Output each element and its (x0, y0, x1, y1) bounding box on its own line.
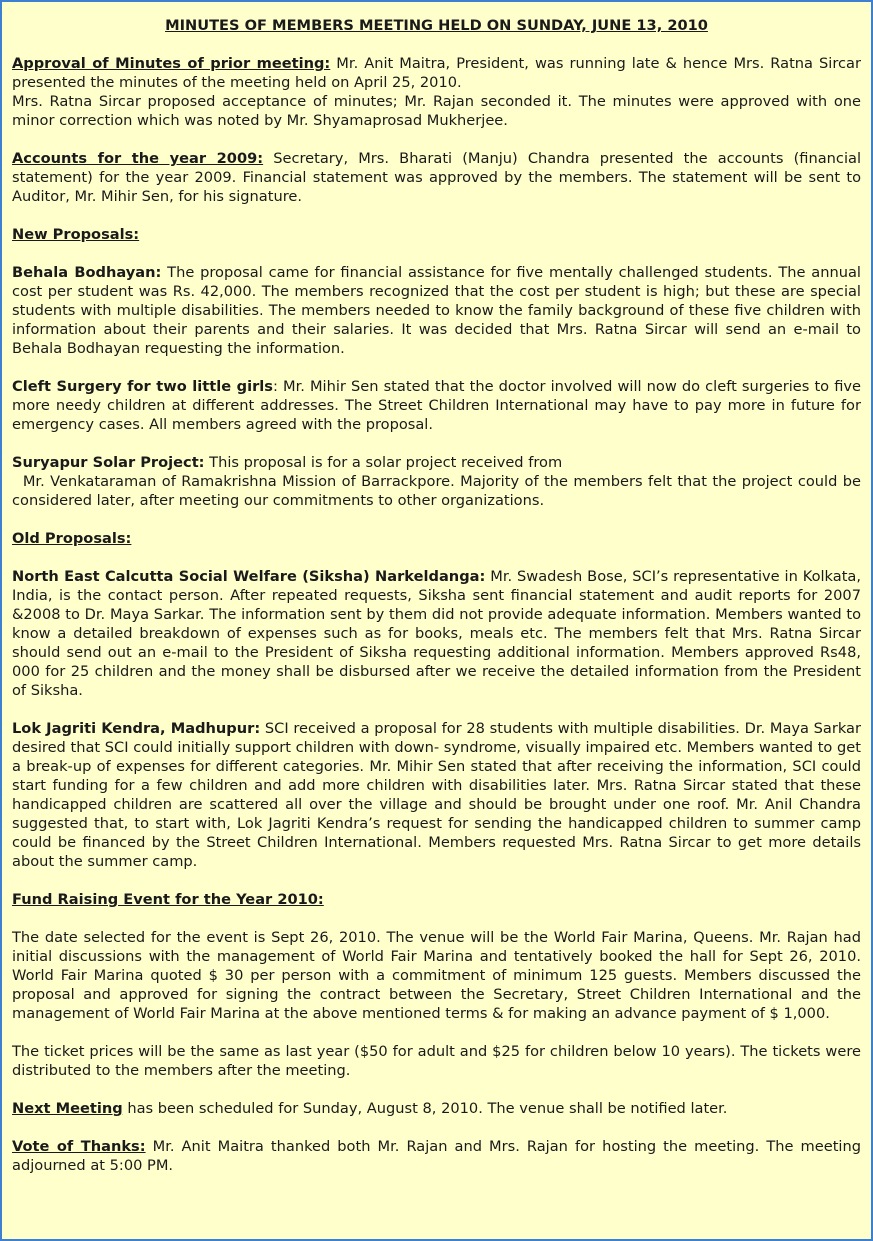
section-accounts (12, 149, 861, 206)
fund-raising-para: The ticket prices will be the same as last year ($50 for adult and $25 for children below 10 years). The tickets were distributed to the members after the meeting. (12, 1043, 861, 1079)
section-old-proposals-heading (12, 529, 861, 548)
document-title: MINUTES OF MEMBERS MEETING HELD ON SUNDAY, JUNE 13, 2010 (165, 17, 708, 34)
proposal-suryapur (12, 453, 861, 510)
section-heading: Old Proposals: (12, 530, 132, 547)
section-next-meeting (12, 1099, 861, 1118)
section-heading: Vote of Thanks: (12, 1138, 146, 1155)
section-text: has been scheduled for Sunday, August 8, 2010. The venue shall be notified later. (122, 1100, 728, 1117)
section-text: Mr. Anit Maitra thanked both Mr. Rajan and Mrs. Rajan for hosting the meeting. The meeting adjourned at 5:00 PM. (12, 1138, 861, 1174)
section-new-proposals-heading (12, 225, 861, 244)
section-text: Secretary, Mrs. Bharati (Manju) Chandra presented the accounts (financial statement) for the year 2009. Financial statement was approved by the members. The statement will be sent to Auditor, Mr. Mihir Sen, for his signature. (12, 150, 861, 205)
proposal-text: Mr. Swadesh Bose, SCI’s representative in Kolkata, India, is the contact person. After repeated requests, Siksha sent financial statement and audit reports for 2007 &2008 to Dr. Maya Sarkar. The information sent by them did not provide adequate information. Members wanted to know a detailed breakdown of expenses such as for books, meals etc. The members felt that Mrs. Ratna Sircar should send out an e-mail to the President of Siksha requesting additional information. Members approved Rs48, 000 for 25 children and the money shall be disbursed after we receive the detailed information from the President of Siksha. (12, 568, 861, 699)
section-heading: New Proposals: (12, 226, 140, 243)
proposal-text: : Mr. Mihir Sen stated that the doctor involved will now do cleft surgeries to five more needy children at different addresses. The Street Children International may have to pay more in future for emergency cases. All members agreed with the proposal. (12, 378, 861, 433)
proposal-heading: Cleft Surgery for two little girls (12, 378, 273, 395)
proposal-heading: Behala Bodhayan: (12, 264, 162, 281)
fund-raising-para: The date selected for the event is Sept 26, 2010. The venue will be the World Fair Marina, Queens. Mr. Rajan had initial discussions with the management of World Fair Marina and tentatively booked the hall for Sept 26, 2010. World Fair Marina quoted $ 30 per person with a commitment of minimum 125 guests. Members discussed the proposal and approved for signing the contract between the Secretary, Street Children International and the management of World Fair Marina at the above mentioned terms & for making an advance payment of $ 1,000. (12, 929, 861, 1022)
section-text: Mrs. Ratna Sircar proposed acceptance of minutes; Mr. Rajan seconded it. The minutes were approved with one minor correction which was noted by Mr. Shyamaprosad Mukherjee. (12, 93, 861, 129)
proposal-text: This proposal is for a solar project received from (204, 454, 563, 471)
proposal-cleft-surgery (12, 377, 861, 434)
section-text: Mr. Anit Maitra, President, was running late & hence Mrs. Ratna Sircar presented the minutes of the meeting held on April 25, 2010. (12, 55, 861, 91)
proposal-heading: North East Calcutta Social Welfare (Siksha) Narkeldanga: (12, 568, 486, 585)
proposal-text: SCI received a proposal for 28 students with multiple disabilities. Dr. Maya Sarkar desired that SCI could initially support children with down- syndrome, visually impaired etc. Members wanted to get a break-up of expenses for different categories. Mr. Mihir Sen stated that after receiving the information, SCI could start funding for a few children and add more children with disabilities later. Mrs. Ratna Sircar stated that these handicapped children are scattered all over the village and should be brought under one roof. Mr. Anil Chandra suggested that, to start with, Lok Jagriti Kendra’s request for sending the handicapped children to summer camp could be financed by the Street Children International. Members requested Mrs. Ratna Sircar to get more details about the summer camp. (12, 720, 862, 870)
proposal-text: The proposal came for financial assistance for five mentally challenged students. The annual cost per student was Rs. 42,000. The members recognized that the cost per student is high; but these are special students with multiple disabilities. The members needed to know the family background of these five children with information about their parents and their salaries. It was decided that Mrs. Ratna Sircar will send an e-mail to Behala Bodhayan requesting the information. (12, 264, 861, 357)
section-approval (12, 54, 861, 130)
proposal-heading: Suryapur Solar Project: (12, 454, 205, 471)
section-heading: Accounts for the year 2009: (12, 150, 264, 167)
proposal-heading: Lok Jagriti Kendra, Madhupur: (12, 720, 261, 737)
proposal-siksha (12, 567, 861, 700)
proposal-behala (12, 263, 861, 358)
section-vote-of-thanks (12, 1137, 861, 1175)
section-heading: Next Meeting (12, 1100, 123, 1117)
proposal-lok-jagriti (12, 719, 861, 871)
section-fund-raising-heading (12, 890, 861, 909)
section-heading: Fund Raising Event for the Year 2010: (12, 891, 324, 908)
proposal-text: Mr. Venkataraman of Ramakrishna Mission of Barrackpore. Majority of the members felt that the project could be considered later, after meeting our commitments to other organizations. (12, 473, 861, 509)
section-heading: Approval of Minutes of prior meeting: (12, 55, 331, 72)
